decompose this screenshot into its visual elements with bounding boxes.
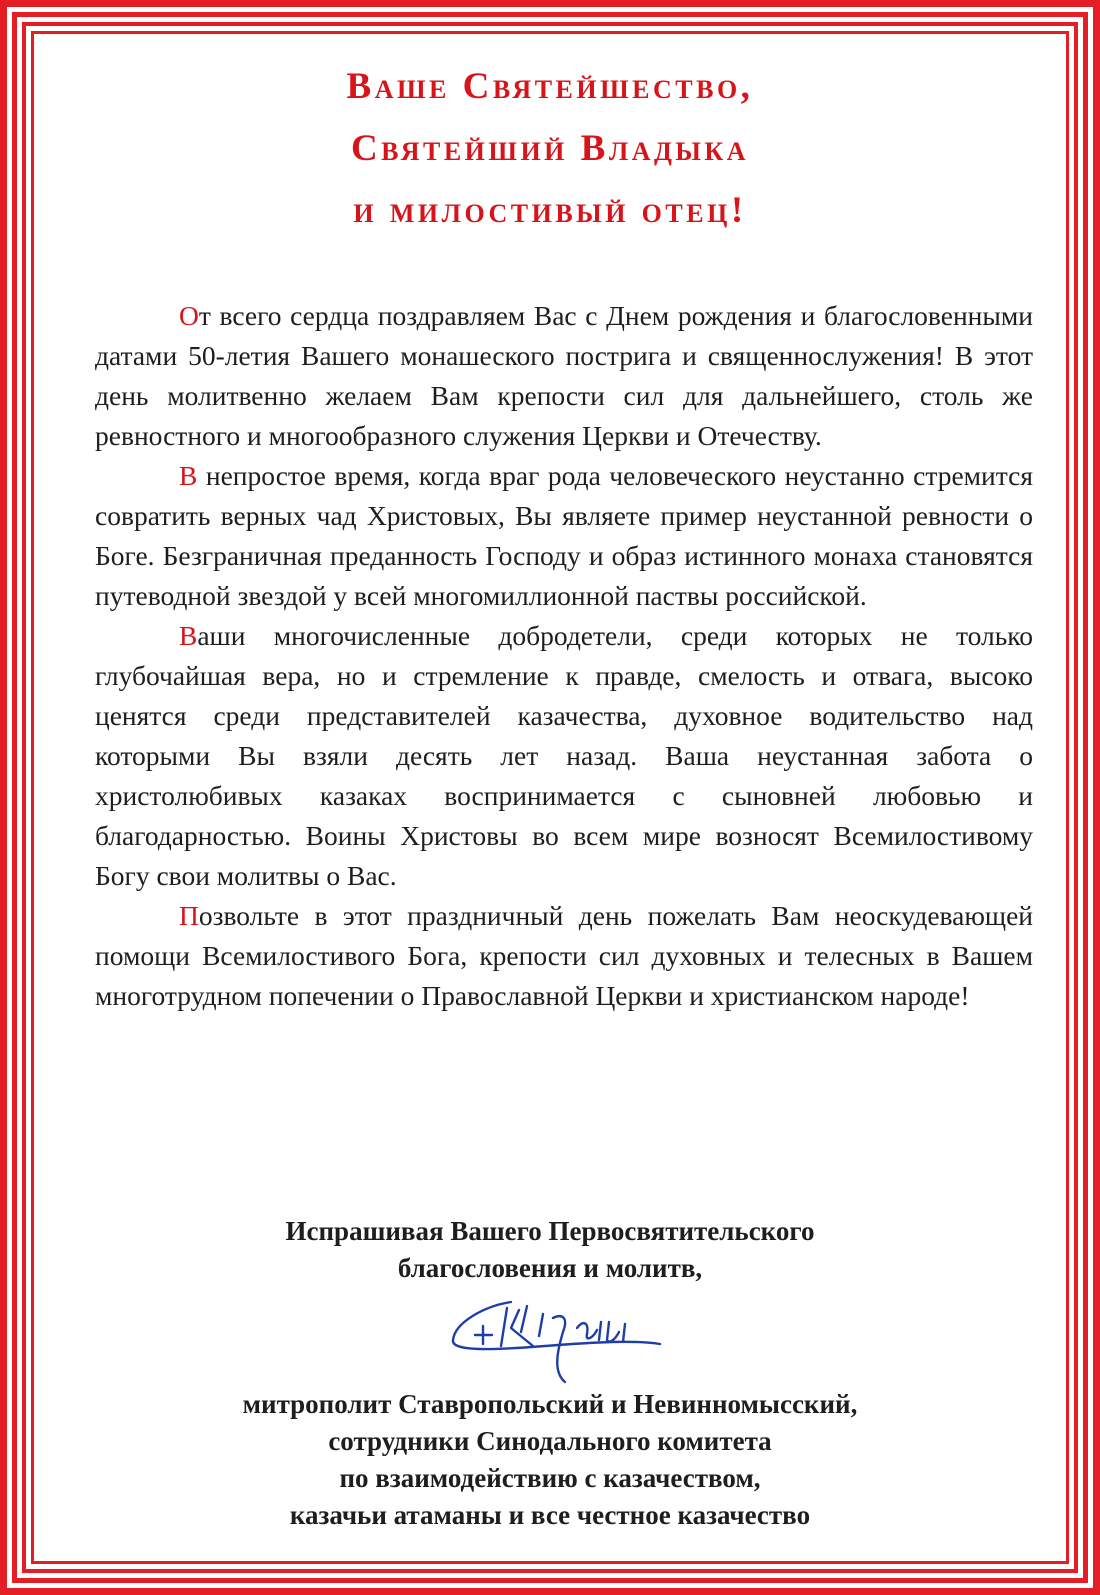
paragraph-text: аши многочисленные добродетели, среди которых не только глубочайшая вера, но и стремление к правде, смелость и отвага, высоко ценятся среди представителей казачества, духовное водительство над которыми Вы взяли десять лет назад. Ваша неустанная забота о христолюбивых казаках воспринимается с сыновней любовью и благодарностью. Воины Христовы во всем мире возносят Всемилостивому Богу свои молитвы о Вас. bbox=[95, 620, 1033, 891]
paragraph-3 bbox=[95, 616, 1033, 896]
paragraph-text: т всего сердца поздравляем Вас с Днем рождения и благословенными датами 50-летия Вашего монашеского пострига и священнослужения! В этот день молитвенно желаем Вам крепости сил для дальнейшего, столь же ревностного и многообразного служения Церкви и Отечеству. bbox=[95, 300, 1033, 451]
drop-initial: В bbox=[179, 460, 198, 491]
paragraph-4 bbox=[95, 896, 1033, 1016]
heading-line-1: Ваше Святейшество, bbox=[346, 66, 754, 107]
handwritten-signature bbox=[445, 1292, 675, 1392]
closing-line-1: Испрашивая Вашего Первосвятительского bbox=[285, 1216, 815, 1246]
paragraph-1 bbox=[95, 296, 1033, 456]
signatory-block bbox=[60, 1386, 1040, 1534]
signatory-line-2: сотрудники Синодального комитета bbox=[328, 1426, 772, 1456]
heading-line-3: и милостивый отец! bbox=[353, 190, 747, 231]
drop-initial: О bbox=[179, 300, 199, 331]
signatory-line-3: по взаимодействию с казачеством, bbox=[339, 1463, 761, 1493]
paragraph-2 bbox=[95, 456, 1033, 616]
paragraph-text: озвольте в этот праздничный день пожелать Вам неоскудевающей помощи Всемилостивого Бога, крепости сил духовных и телесных в Вашем многотрудном попечении о Православной Церкви и христианском народе! bbox=[95, 900, 1033, 1011]
closing-line-2: благословения и молитв, bbox=[397, 1253, 703, 1283]
paragraph-text: непростое время, когда враг рода человеческого неустанно стремится совратить верных чад Христовых, Вы являете пример неустанной ревности о Боге. Безграничная преданность Господу и образ истинного монаха становятся путеводной звездой у всей многомиллионной паствы российской. bbox=[95, 460, 1033, 611]
letter-body bbox=[95, 296, 1033, 1016]
greeting-heading bbox=[60, 62, 1040, 248]
drop-initial: В bbox=[179, 620, 198, 651]
heading-line-2: Святейший Владыка bbox=[350, 128, 750, 169]
drop-initial: П bbox=[179, 900, 199, 931]
signatory-line-1: митрополит Ставропольский и Невинномысский, bbox=[242, 1389, 858, 1419]
signatory-line-4: казачьи атаманы и все честное казачество bbox=[289, 1500, 811, 1530]
closing-phrase bbox=[60, 1213, 1040, 1287]
